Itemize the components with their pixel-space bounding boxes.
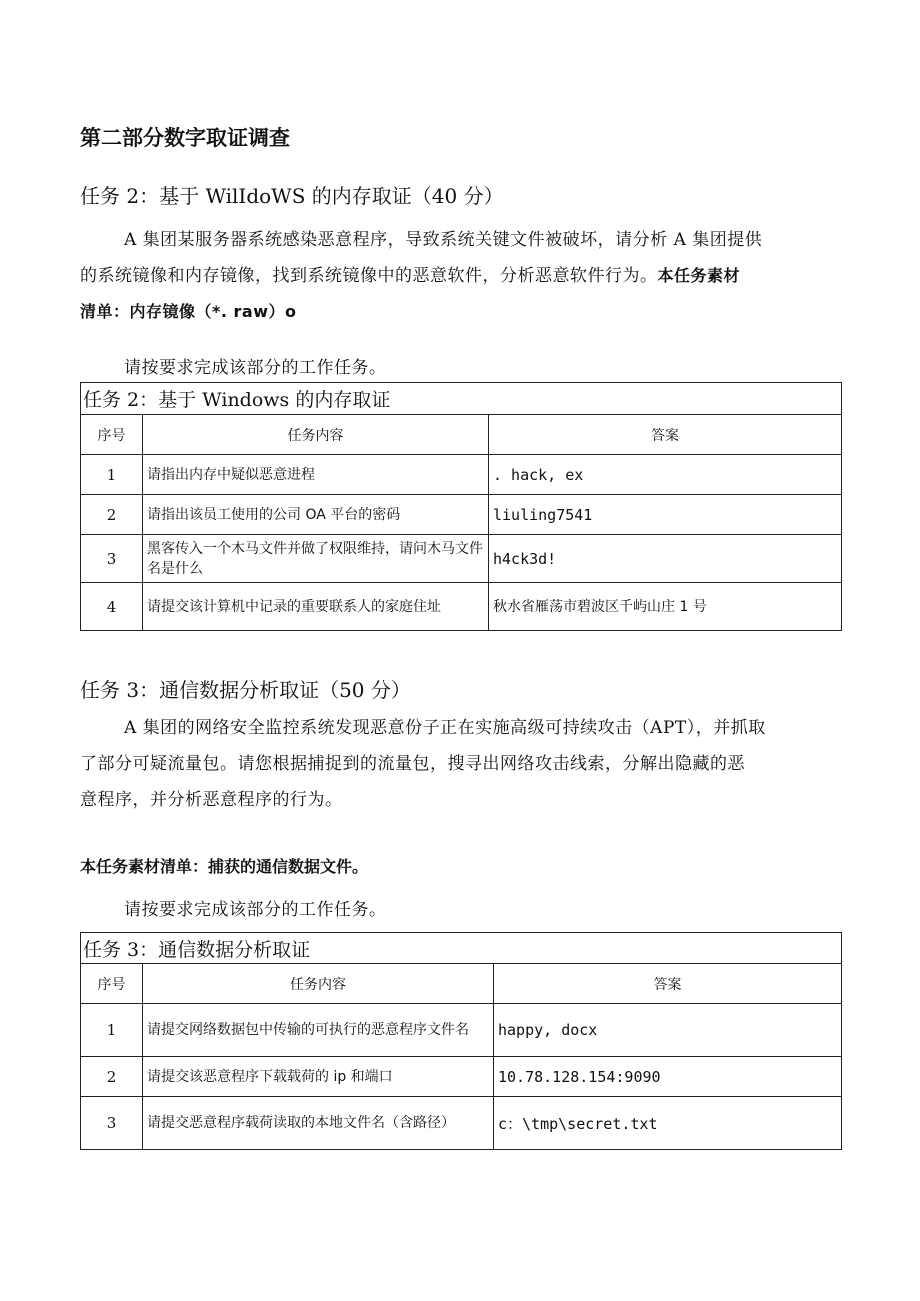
row-content: 黑客传入一个木马文件并做了权限维持，请问木马文件名是什么	[143, 535, 489, 583]
header-no: 序号	[81, 964, 143, 1004]
task3-desc-line1: A 集团的网络安全监控系统发现恶意份子正在实施高级可持续攻击（APT），并抓取	[124, 718, 766, 738]
table-row	[81, 1004, 842, 1057]
header-content: 任务内容	[143, 964, 494, 1004]
row-no: 3	[81, 1097, 143, 1150]
header-answer: 答案	[489, 415, 842, 455]
task3-table	[80, 932, 842, 1150]
task2-table	[80, 382, 842, 631]
row-no: 3	[81, 535, 143, 583]
row-no: 4	[81, 583, 143, 631]
task2-materials: 清单：内存镜像（*. raw）o	[80, 302, 297, 321]
task2-desc-line2: 的系统镜像和内存镜像，找到系统镜像中的恶意软件，分析恶意软件行为。本任务素材	[80, 266, 741, 286]
row-content: 请指出该员工使用的公司 OA 平台的密码	[143, 495, 489, 535]
task3-description	[80, 710, 842, 818]
row-answer: c：\tmp\secret.txt	[494, 1097, 842, 1150]
row-answer: happy, docx	[494, 1004, 842, 1057]
task2-desc-line1: A 集团某服务器系统感染恶意程序，导致系统关键文件被破坏，请分析 A 集团提供	[124, 230, 763, 250]
table-row	[81, 583, 842, 631]
row-content: 请提交该恶意程序下载载荷的 ip 和端口	[143, 1057, 494, 1097]
task3-materials: 本任务素材清单：捕获的通信数据文件。	[80, 857, 369, 876]
row-answer: 秋水省雁荡市碧波区千屿山庄 1 号	[489, 583, 842, 631]
row-no: 1	[81, 1004, 143, 1057]
row-answer: . hack, ex	[489, 455, 842, 495]
task3-desc-line3: 意程序，并分析恶意程序的行为。	[80, 790, 343, 810]
table-row	[81, 455, 842, 495]
table-row	[81, 495, 842, 535]
row-content: 请提交恶意程序载荷读取的本地文件名（含路径）	[143, 1097, 494, 1150]
row-answer: 10.78.128.154:9090	[494, 1057, 842, 1097]
task3-table-caption: 任务 3：通信数据分析取证	[81, 933, 842, 964]
header-answer: 答案	[494, 964, 842, 1004]
task3-request: 请按要求完成该部分的工作任务。	[124, 900, 387, 920]
task3-desc-line2: 了部分可疑流量包。请您根据捕捉到的流量包，搜寻出网络攻击线索，分解出隐藏的恶	[80, 754, 745, 774]
row-no: 2	[81, 1057, 143, 1097]
row-no: 2	[81, 495, 143, 535]
row-answer: liuling7541	[489, 495, 842, 535]
header-content: 任务内容	[143, 415, 489, 455]
task2-heading: 任务 2：基于 WilIdoWS 的内存取证（40 分）	[80, 184, 504, 208]
task3-heading: 任务 3：通信数据分析取证（50 分）	[80, 678, 411, 702]
row-answer: h4ck3d!	[489, 535, 842, 583]
task2-request: 请按要求完成该部分的工作任务。	[124, 358, 387, 378]
task2-table-caption: 任务 2：基于 Windows 的内存取证	[81, 383, 842, 415]
task2-description	[80, 222, 842, 330]
table-row	[81, 1097, 842, 1150]
row-no: 1	[81, 455, 143, 495]
table-row	[81, 1057, 842, 1097]
page-title: 第二部分数字取证调查	[80, 126, 290, 150]
header-no: 序号	[81, 415, 143, 455]
row-content: 请提交网络数据包中传输的可执行的恶意程序文件名	[143, 1004, 494, 1057]
table-row	[81, 535, 842, 583]
row-content: 请提交该计算机中记录的重要联系人的家庭住址	[143, 583, 489, 631]
row-content: 请指出内存中疑似恶意进程	[143, 455, 489, 495]
